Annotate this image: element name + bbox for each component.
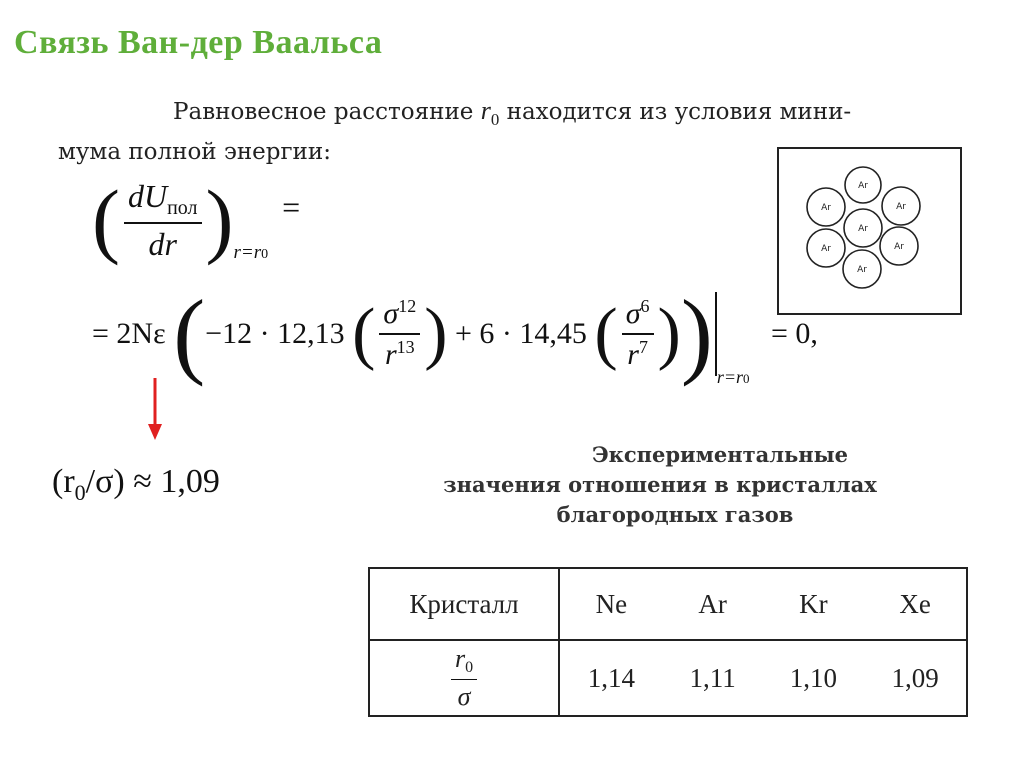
equation-line-1: ( $\frac{dU_{пол}}{dr}$ )$_{r=r0}$ = — [92, 173, 301, 267]
derivative-fraction: $\frac{dU_{пол}}{dr}$ — [124, 178, 202, 263]
ratio-result: $(r_0/\sigma) \approx 1,09$ — [52, 463, 220, 505]
atom-label: Ar — [857, 265, 867, 275]
caption-line-2: значения отношения в кристаллах — [443, 472, 877, 497]
term2-fraction: $\frac{\sigma^6}{r^7}$ — [622, 296, 654, 372]
atom-label: Ar — [821, 203, 831, 213]
experimental-caption — [390, 440, 930, 530]
row-label-ratio: $\frac{r0}{\sigma}$ — [370, 640, 559, 715]
para-line2: мума полной энергии: — [58, 138, 331, 165]
header-ar: Ar — [663, 569, 763, 640]
atom-label: Ar — [858, 224, 868, 234]
term1-fraction: $\frac{\sigma^{12}}{r^{13}}$ — [379, 296, 420, 372]
table-header-row — [370, 569, 966, 640]
value-xe: 1,09 — [891, 662, 939, 693]
header-kr: Kr — [762, 569, 864, 640]
header-crystal: Кристалл — [370, 569, 559, 640]
header-xe: Xe — [864, 569, 966, 640]
term1-coef: −12 · 12,13 — [205, 317, 345, 350]
atom-label: Ar — [821, 244, 831, 254]
table-row — [370, 640, 966, 715]
argon-crystal-figure — [777, 147, 962, 315]
para-text-before: Равновесное расстояние — [173, 99, 474, 125]
term2-coef: + 6 · 14,45 — [455, 317, 587, 350]
caption-line-3: благородных газов — [556, 502, 794, 527]
eval-bar-subscript: r=r0 — [716, 366, 750, 387]
atom-label: Ar — [896, 202, 906, 212]
eq-result: = 0, — [770, 317, 818, 350]
equals-sign: = — [282, 188, 301, 225]
ratio-table — [368, 567, 968, 717]
value-ne: 1,14 — [587, 662, 636, 693]
eval-bar — [715, 292, 717, 376]
eq-prefix: = 2Nε — [92, 317, 166, 350]
value-kr: 1,10 — [789, 662, 837, 693]
eval-subscript: r=r0 — [233, 241, 269, 263]
down-arrow-icon — [147, 378, 163, 442]
header-ne: Ne — [559, 569, 663, 640]
atom-label: Ar — [894, 242, 904, 252]
atom-label: Ar — [858, 181, 868, 191]
value-ar: 1,11 — [689, 662, 736, 693]
caption-line-1: Экспериментальные — [591, 442, 849, 467]
slide-title: Связь Ван-дер Ваальса — [14, 24, 383, 61]
para-text-after: находится из условия мини- — [506, 99, 852, 125]
equation-line-2: = 2Nε (−12 · 12,13 ( $\frac{\sigma^{12}}{r^{13}}$ ) + 6 · 14,45 ( $\frac{\sigma^6}{r^7}$ )) $_{r=r0}$ = 0, — [92, 280, 818, 387]
r0-symbol: $r_0$ — [480, 96, 500, 129]
